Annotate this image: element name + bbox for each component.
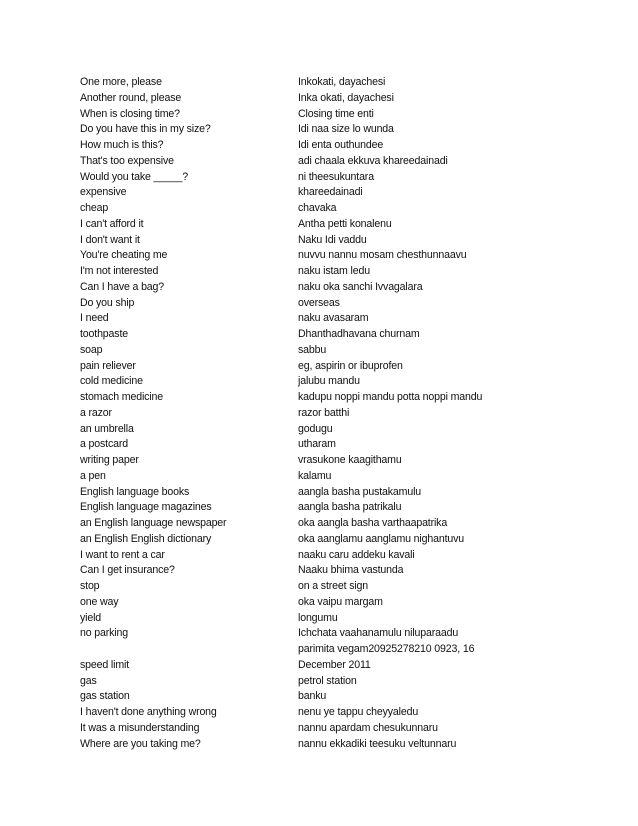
telugu-translation-line: nuvvu nannu mosam chesthunnaavu: [298, 249, 467, 262]
english-phrase-line: toothpaste: [80, 328, 128, 340]
telugu-translation-line: aangla basha pustakamulu: [298, 485, 422, 498]
telugu-translation-line: naku oka sanchi Ivvagalara: [298, 280, 423, 293]
telugu-translation-line: on a street sign: [298, 580, 369, 592]
telugu-translation-line: banku: [298, 690, 327, 703]
english-phrase-line: an English language newspaper: [80, 517, 227, 529]
english-phrase-line: pain reliever: [80, 359, 136, 372]
english-phrase-line: Can I get insurance?: [80, 564, 175, 577]
telugu-translation-line: khareedainadi: [298, 186, 363, 199]
telugu-translation-line: parimita vegam20925278210 0923, 16 December 2011: [298, 643, 475, 671]
english-phrase-line: gas: [80, 674, 97, 687]
english-phrase-line: [80, 642, 285, 658]
english-phrase-line: no parking: [80, 627, 128, 640]
english-phrase-line: I haven't done anything wrong: [80, 706, 217, 718]
english-phrase-line: expensive: [80, 186, 127, 199]
english-phrase-line: English language books: [80, 485, 190, 498]
telugu-translation-line: chavaka: [298, 202, 337, 214]
telugu-translation-line: Naaku bhima vastunda: [298, 564, 404, 577]
english-phrase-line: writing paper: [80, 454, 139, 466]
telugu-translation-line: petrol station: [298, 674, 357, 687]
english-phrase-line: I'm not interested: [80, 265, 159, 277]
english-phrase-line: speed limit: [80, 658, 129, 671]
telugu-translation-line: nannu apardam chesukunnaru: [298, 721, 438, 734]
telugu-translation-line: nannu ekkadiki teesuku veltunnaru: [298, 737, 457, 750]
telugu-translation-line: Naku Idi vaddu: [298, 233, 367, 246]
telugu-translation-line: Closing time enti: [298, 107, 374, 120]
telugu-translation-line: utharam: [298, 438, 336, 451]
english-phrase-line: stomach medicine: [80, 391, 163, 403]
english-phrase-line: Do you ship: [80, 296, 135, 309]
english-phrase-line: How much is this?: [80, 139, 164, 151]
telugu-translation-line: aangla basha patrikalu: [298, 501, 402, 514]
telugu-translation-line: vrasukone kaagithamu: [298, 454, 402, 466]
english-phrase-line: soap: [80, 343, 103, 356]
telugu-translation-line: adi chaala ekkuva khareedainadi: [298, 154, 448, 167]
english-phrase-line: an English English dictionary: [80, 532, 212, 545]
telugu-translation-line: naku istam ledu: [298, 265, 370, 277]
telugu-translation-line: Idi naa size lo wunda: [298, 123, 394, 136]
english-phrase-line: Where are you taking me?: [80, 737, 201, 750]
english-phrase-line: cheap: [80, 202, 109, 214]
english-phrase-line: I want to rent a car: [80, 548, 165, 561]
telugu-translation-line: Ichchata vaahanamulu niluparaadu: [298, 627, 459, 640]
telugu-translation-line: jalubu mandu: [298, 375, 360, 388]
telugu-translation-line: oka aangla basha varthaapatrika: [298, 517, 448, 529]
english-phrase-line: a razor: [80, 406, 112, 419]
telugu-translation-line: sabbu: [298, 343, 327, 356]
english-phrase-line: Do you have this in my size?: [80, 123, 211, 136]
telugu-translation-line: naaku caru addeku kavali: [298, 548, 415, 561]
english-phrase-line: English language magazines: [80, 501, 212, 514]
telugu-translation-line: Dhanthadhavana churnam: [298, 328, 420, 340]
telugu-translation-line: godugu: [298, 422, 333, 435]
english-phrase-line: I don't want it: [80, 233, 140, 246]
telugu-translation-line: Idi enta outhundee: [298, 139, 384, 151]
telugu-translation-line: naku avasaram: [298, 312, 369, 325]
english-phrase-line: You're cheating me: [80, 249, 168, 262]
english-phrase-line: an umbrella: [80, 422, 134, 435]
telugu-translation-column: [298, 75, 618, 752]
telugu-translation-line: Antha petti konalenu: [298, 217, 392, 230]
english-phrase-line: gas station: [80, 690, 130, 703]
english-phrase-line: Another round, please: [80, 91, 182, 104]
english-phrase-line: It was a misunderstanding: [80, 721, 200, 734]
english-phrase-line: one way: [80, 595, 119, 608]
english-phrase-line: When is closing time?: [80, 107, 180, 120]
telugu-translation-line: oka vaipu margam: [298, 595, 383, 608]
telugu-translation-line: kalamu: [298, 469, 332, 482]
english-phrase-line: a postcard: [80, 438, 128, 451]
english-phrase-line: I can't afford it: [80, 217, 144, 230]
telugu-translation-line: longumu: [298, 611, 338, 624]
english-phrase-line: One more, please: [80, 76, 162, 88]
english-phrase-column: [80, 75, 285, 752]
telugu-translation-line: Inka okati, dayachesi: [298, 91, 394, 104]
english-phrase-line: That's too expensive: [80, 154, 174, 167]
english-phrase-line: yield: [80, 611, 102, 624]
telugu-translation-line: eg, aspirin or ibuprofen: [298, 359, 403, 372]
telugu-translation-line: kadupu noppi mandu potta noppi mandu: [298, 391, 483, 403]
english-phrase-line: Would you take _____?: [80, 170, 188, 183]
english-phrase-line: cold medicine: [80, 375, 143, 388]
telugu-translation-line: oka aanglamu aanglamu nighantuvu: [298, 532, 465, 545]
telugu-translation-line: ni theesukuntara: [298, 170, 374, 183]
telugu-translation-line: nenu ye tappu cheyyaledu: [298, 706, 419, 718]
telugu-translation-line: Inkokati, dayachesi: [298, 76, 386, 88]
telugu-translation-line: razor batthi: [298, 406, 350, 419]
english-phrase-line: Can I have a bag?: [80, 280, 165, 293]
english-phrase-line: I need: [80, 312, 109, 325]
english-phrase-line: a pen: [80, 469, 106, 482]
telugu-translation-line: overseas: [298, 296, 340, 309]
english-phrase-line: stop: [80, 580, 100, 592]
